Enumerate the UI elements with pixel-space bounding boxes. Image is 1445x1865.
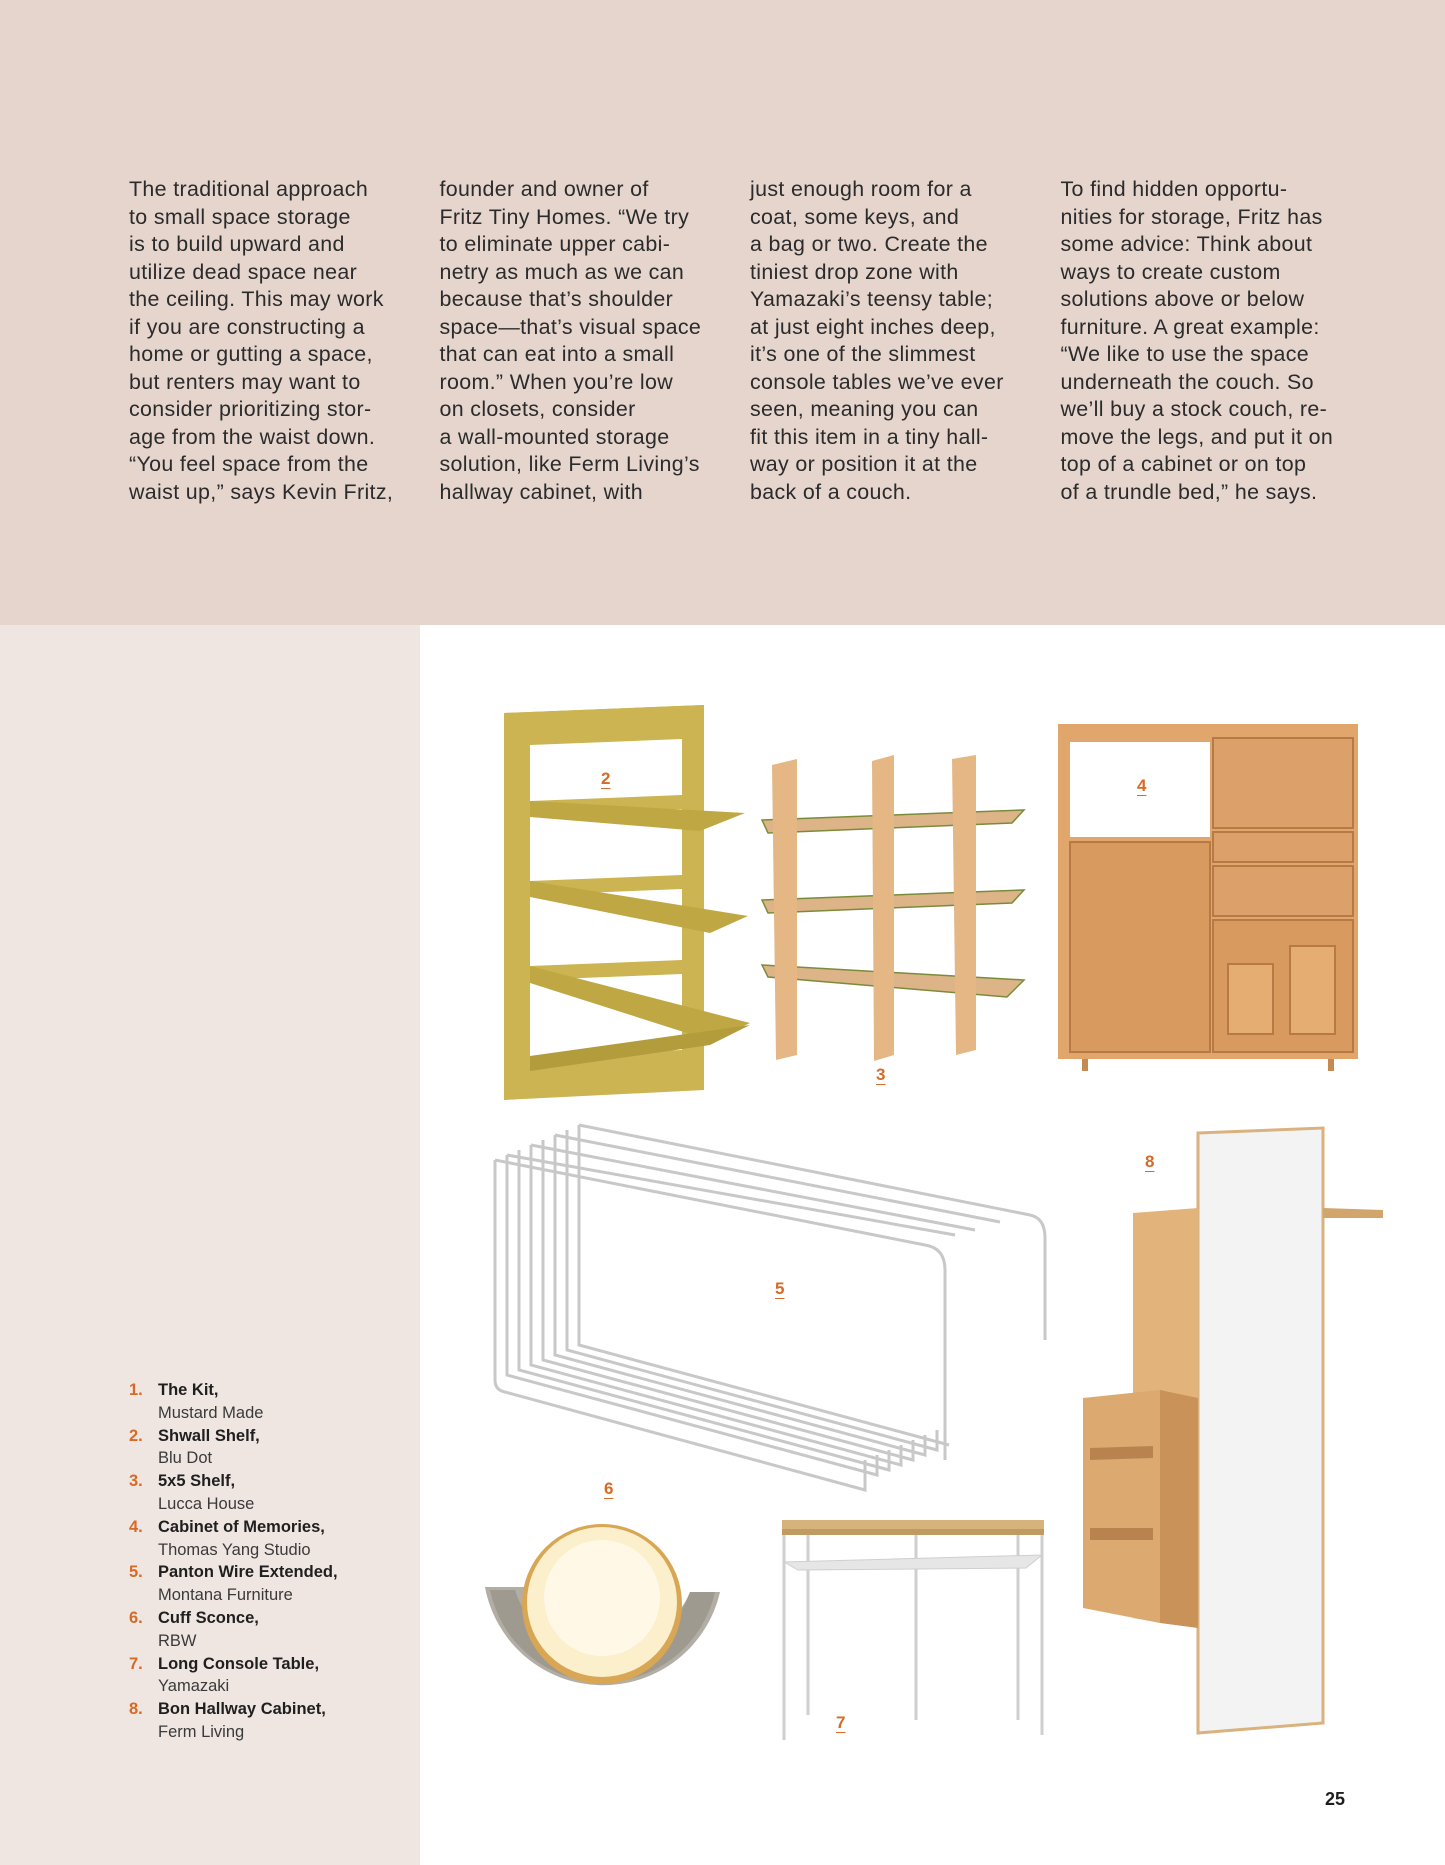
legend-number: 4. — [129, 1517, 143, 1536]
legend-product-name: Cabinet of Memories, — [158, 1517, 325, 1536]
product-label-3: 3 — [876, 1065, 886, 1084]
legend-product-name: The Kit, — [158, 1381, 219, 1399]
article-column-1: The traditional approach to small space storage is to build upward and utilize dead space near the ceiling. This may work if you are constructing a home or gutting a space, but renters may want to consider prioritizing stor- age from the waist down. “You feel space from the waist up,” says Kevin Fritz, — [129, 177, 394, 504]
legend-item — [129, 1470, 419, 1516]
long-console-table-image — [778, 1520, 1048, 1745]
product-legend — [129, 1379, 419, 1744]
product-label-8: 8 — [1145, 1152, 1155, 1171]
product-label-7: 7 — [836, 1713, 846, 1732]
product-label-5: 5 — [775, 1279, 785, 1298]
page-number: 25 — [1324, 1789, 1345, 1809]
cabinet-of-memories-image — [1058, 724, 1363, 1074]
article-body — [129, 176, 1349, 516]
legend-item — [129, 1698, 419, 1744]
legend-number: 3. — [129, 1472, 143, 1491]
legend-product-name: Panton Wire Extended, — [158, 1563, 338, 1582]
legend-number: 5. — [129, 1563, 143, 1582]
article-column-4: To find hidden opportu- nities for storage, Fritz has some advice: Think about ways to create custom solutions above or below furniture. A great example: “We like to use the space underneath the couch. So we’ll buy a stock couch, re- move the legs, and put it on top of a cabinet or on top of a trundle bed,” he says. — [1060, 177, 1334, 504]
product-label-4: 4 — [1137, 776, 1147, 795]
legend-maker: Mustard Made — [158, 1403, 264, 1422]
product-label-6: 6 — [604, 1479, 614, 1498]
legend-maker: Thomas Yang Studio — [158, 1540, 311, 1559]
legend-item — [129, 1653, 419, 1699]
legend-number: 6. — [129, 1608, 143, 1627]
legend-number: 2. — [129, 1426, 143, 1445]
shwall-shelf-image — [500, 705, 760, 1100]
legend-item — [129, 1379, 419, 1425]
panton-wire-extended-image — [485, 1120, 1055, 1500]
legend-product-name: Shwall Shelf, — [158, 1426, 260, 1445]
legend-product-name: Bon Hallway Cabinet, — [158, 1700, 326, 1719]
legend-maker: Yamazaki — [158, 1677, 230, 1696]
cuff-sconce-image — [485, 1522, 725, 1737]
legend-item — [129, 1516, 419, 1562]
legend-maker: Lucca House — [158, 1494, 255, 1513]
legend-number: 7. — [129, 1654, 143, 1673]
5x5-shelf-image — [762, 755, 1027, 1075]
article-column-2: founder and owner of Fritz Tiny Homes. “We try to eliminate upper cabi- netry as much as we can because that’s shoulder space—that’s visual space that can eat into a small room.” When you’re low on closets, consider a wall-mounted storage solution, like Ferm Living’s hallway cabinet, with — [439, 177, 702, 504]
legend-maker: Ferm Living — [158, 1722, 245, 1741]
legend-number: 1. — [129, 1381, 143, 1399]
legend-item — [129, 1607, 419, 1653]
legend-maker: RBW — [158, 1631, 197, 1650]
legend-maker: Blu Dot — [158, 1449, 213, 1468]
legend-number: 8. — [129, 1700, 143, 1719]
legend-product-name: Long Console Table, — [158, 1654, 320, 1673]
legend-maker: Montana Furniture — [158, 1586, 293, 1605]
bon-hallway-cabinet-image — [1078, 1128, 1383, 1733]
legend-item — [129, 1425, 419, 1471]
legend-product-name: Cuff Sconce, — [158, 1608, 259, 1627]
legend-item — [129, 1561, 419, 1607]
product-label-2: 2 — [601, 769, 611, 788]
article-column-3: just enough room for a coat, some keys, and a bag or two. Create the tiniest drop zone with Yamazaki’s teensy table; at just eight inches deep, it’s one of the slimmest console tables we’ve ever seen, meaning you can fit this item in a tiny hall- way or position it at the back of a couch. — [750, 177, 1004, 504]
legend-product-name: 5x5 Shelf, — [158, 1472, 236, 1491]
